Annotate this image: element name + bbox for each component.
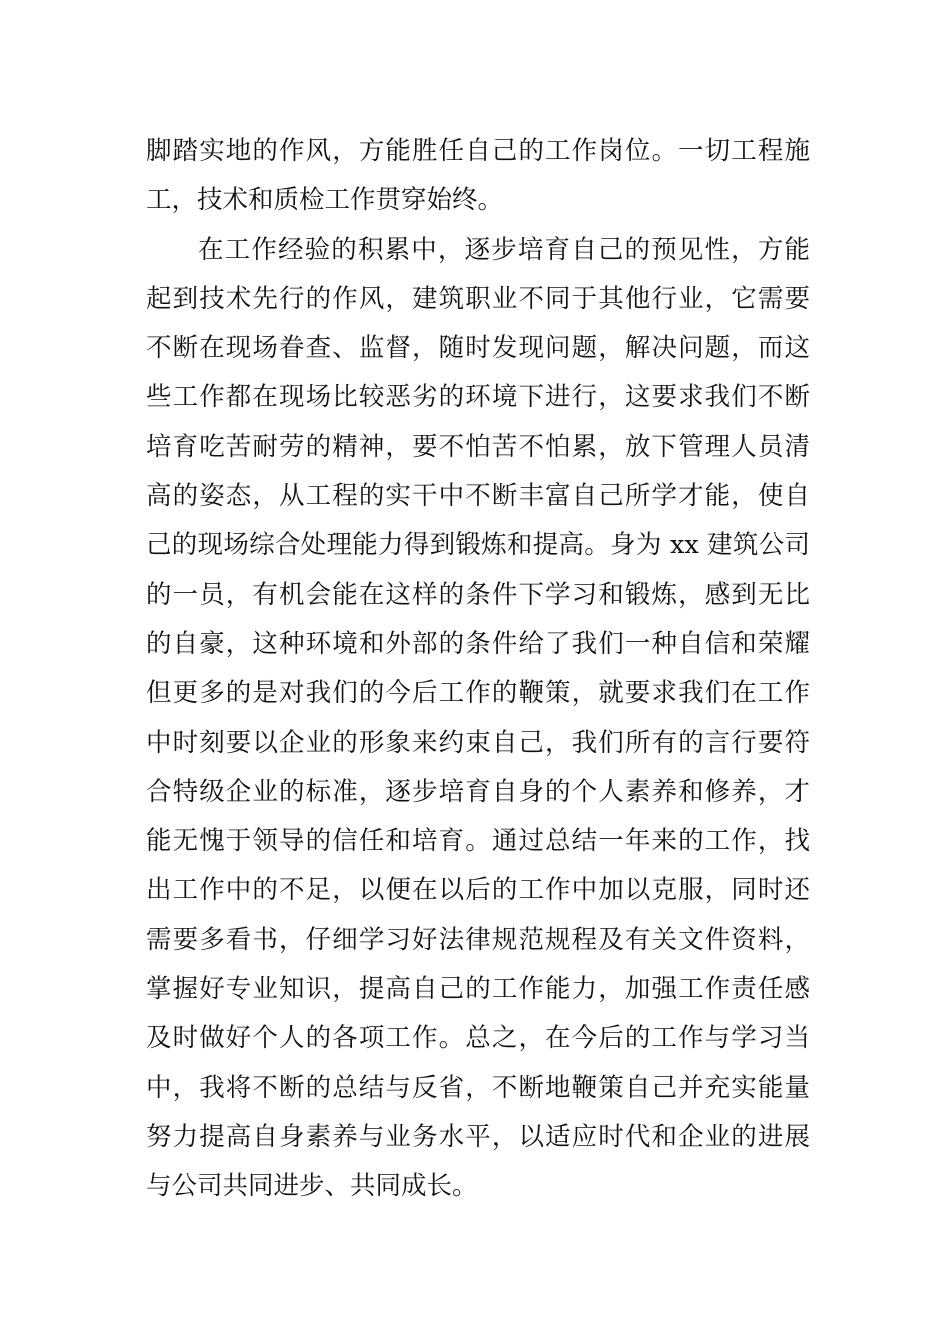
text-line: 起到技术先行的作风，建筑职业不同于其他行业，它需要: [146, 283, 810, 314]
text-line: 中，我将不断的总结与反省，不断地鞭策自己并充实能量: [146, 1072, 810, 1103]
text-line: 己的现场综合处理能力得到锻炼和提高。身为 xx 建筑公司: [146, 530, 810, 561]
text-line: 在工作经验的积累中，逐步培育自己的预见性，方能: [198, 234, 810, 265]
text-line: 培育吃苦耐劳的精神，要不怕苦不怕累，放下管理人员清: [146, 431, 810, 462]
text-line: 与公司共同进步、共同成长。: [146, 1171, 478, 1202]
text-line: 中时刻要以企业的形象来约束自己，我们所有的言行要符: [146, 727, 810, 758]
text-line: 脚踏实地的作风，方能胜任自己的工作岗位。一切工程施: [146, 136, 810, 166]
text-line: 但更多的是对我们的今后工作的鞭策，就要求我们在工作: [146, 678, 810, 709]
text-line: 掌握好专业知识，提高自己的工作能力，加强工作责任感: [146, 974, 810, 1005]
text-line: 不断在现场眷查、监督，随时发现问题，解决问题，而这: [146, 333, 810, 364]
body-text: [146, 127, 810, 1212]
text-line: 高的姿态，从工程的实干中不断丰富自己所学才能，使自: [146, 481, 810, 512]
text-line: 些工作都在现场比较恶劣的环境下进行，这要求我们不断: [146, 382, 810, 413]
text-line: 及时做好个人的各项工作。总之，在今后的工作与学习当: [146, 1023, 810, 1054]
text-line: 需要多看书，仔细学习好法律规范规程及有关文件资料，: [146, 924, 810, 955]
text-line: 工，技术和质检工作贯穿始终。: [146, 185, 504, 216]
text-line: 努力提高自身素养与业务水平，以适应时代和企业的进展: [146, 1121, 810, 1152]
text-line: 合特级企业的标准，逐步培育自身的个人素养和修养，才: [146, 776, 810, 807]
text-line: 的自豪，这种环境和外部的条件给了我们一种自信和荣耀: [146, 628, 810, 659]
text-line: 的一员，有机会能在这样的条件下学习和锻炼，感到无比: [146, 579, 810, 610]
text-line: 能无愧于领导的信任和培育。通过总结一年来的工作，找: [146, 826, 810, 857]
text-line: 出工作中的不足，以便在以后的工作中加以克服，同时还: [146, 875, 810, 906]
